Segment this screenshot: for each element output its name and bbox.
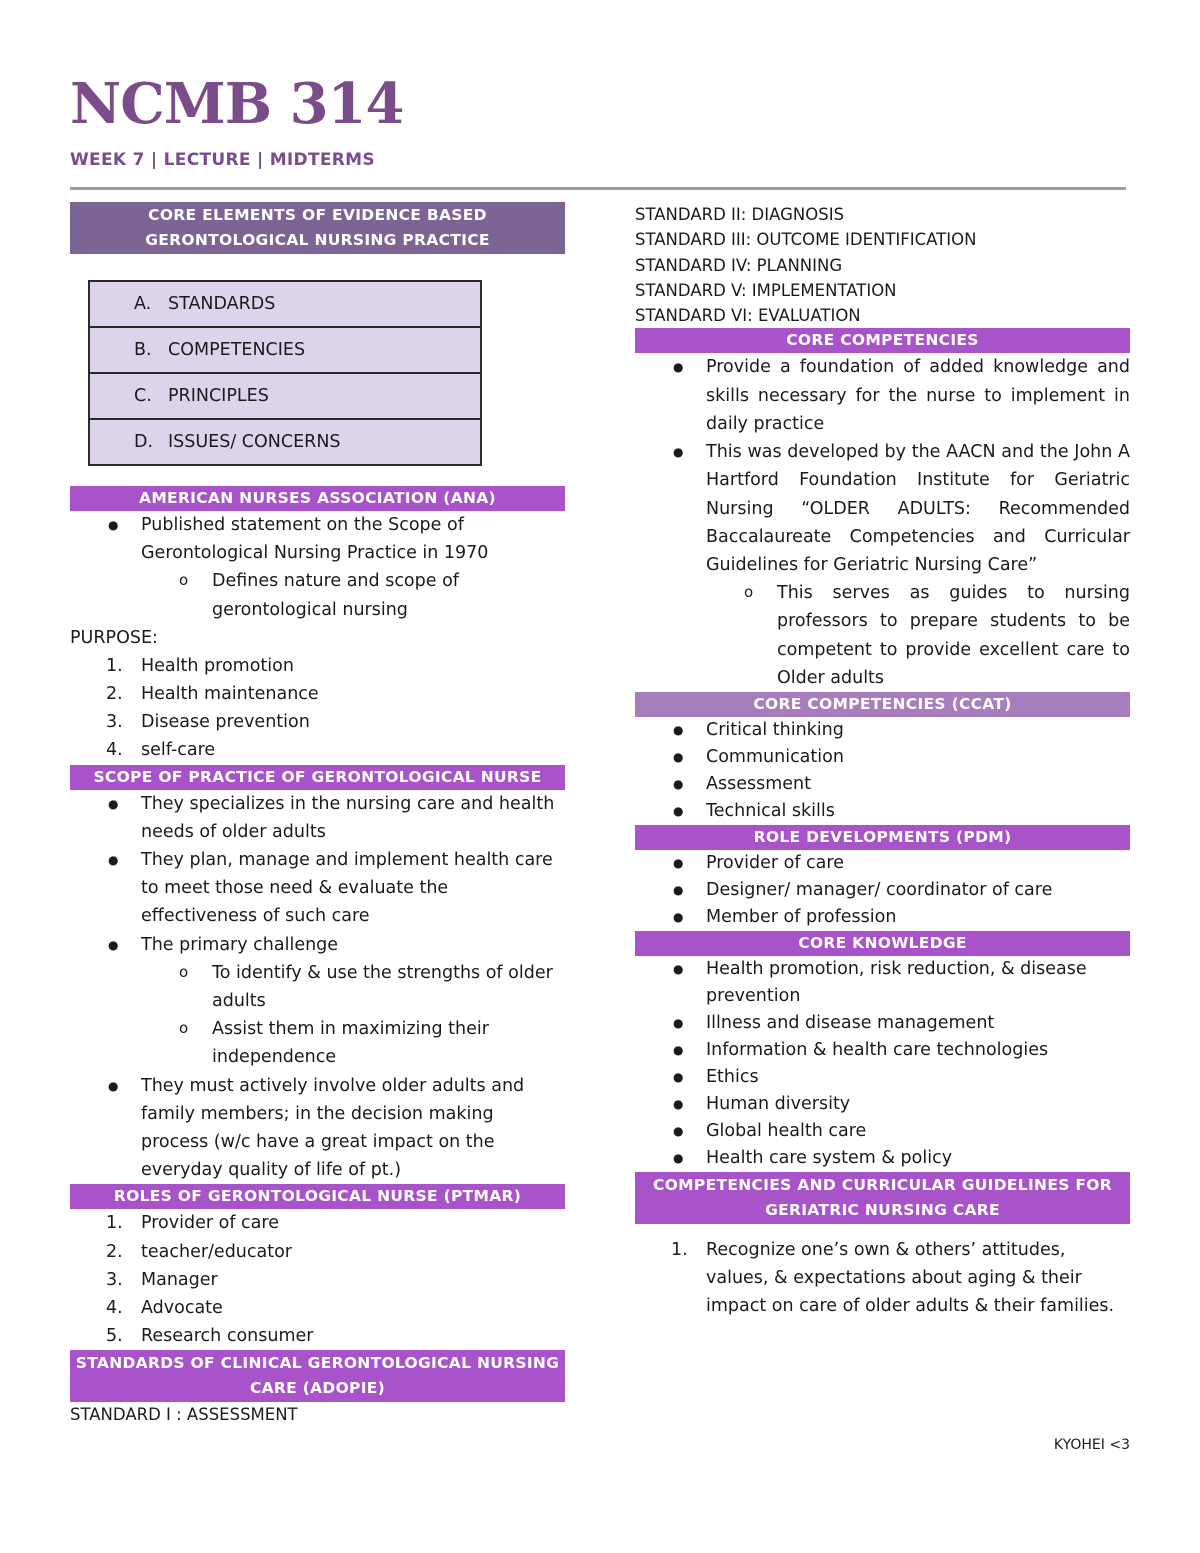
list-item: ● Provider of care — [635, 850, 1130, 877]
list-item: ● This was developed by the AACN and the John A Hartford Foundation Institute for Geriatric Nursing “OLDER ADULTS: Recommended Baccalaureate Competencies and Curricular Guidelines for Geriatric Nursing Care” o This serves as guides to nursing professors to prepare students to be competent to provide excellent care to Older adults — [635, 438, 1130, 692]
page-title: NCMB 314 — [70, 71, 404, 137]
scope-sub-list — [141, 959, 565, 1072]
core-element-item: D. ISSUES/ CONCERNS — [90, 418, 480, 464]
list-item: ● Illness and disease management — [635, 1010, 1130, 1037]
list-item: 5. Research consumer — [106, 1326, 314, 1347]
list-item: 2. Health maintenance — [106, 684, 319, 705]
roles-list — [70, 1209, 565, 1350]
page-subtitle: WEEK 7 | LECTURE | MIDTERMS — [70, 150, 375, 170]
footer-signature: KYOHEI <3 — [1053, 1437, 1130, 1453]
ccat-list — [635, 717, 1130, 825]
header-divider — [70, 187, 1126, 190]
list-item: ● Information & health care technologies — [635, 1037, 1130, 1064]
ana-list — [70, 511, 565, 624]
list-item: o Assist them in maximizing their independence — [141, 1015, 565, 1071]
standard-item: STANDARD II: DIAGNOSIS — [635, 205, 845, 224]
left-column — [70, 202, 565, 1428]
core-element-item: C. PRINCIPLES — [90, 372, 480, 418]
list-item: 4. Advocate — [106, 1298, 223, 1319]
standard-item: STANDARD IV: PLANNING — [635, 255, 843, 275]
list-item: o Defines nature and scope of gerontological nursing — [141, 567, 565, 623]
standard-item: STANDARD VI: EVALUATION — [635, 306, 861, 326]
core-elements-heading: CORE ELEMENTS OF EVIDENCE BASED GERONTOLOGICAL NURSING PRACTICE — [70, 202, 565, 254]
guidelines-list — [635, 1236, 1130, 1321]
ccat-heading: CORE COMPETENCIES (CCAT) — [635, 692, 1130, 717]
list-item: 1. Recognize one’s own & others’ attitudes, values, & expectations about aging & their impact on care of older adults & their families. — [671, 1239, 1115, 1317]
list-item: 4. self-care — [106, 740, 216, 761]
standard-item: STANDARD V: IMPLEMENTATION — [635, 280, 897, 300]
pdm-list — [635, 850, 1130, 931]
right-column — [635, 202, 1130, 1321]
list-item: ● Health care system & policy — [635, 1145, 1130, 1172]
list-item: 1. Provider of care — [106, 1213, 279, 1234]
pdm-heading: ROLE DEVELOPMENTS (PDM) — [635, 825, 1130, 850]
list-item: o This serves as guides to nursing professors to prepare students to be competent to provide excellent care to Older adults — [706, 579, 1130, 692]
list-item: ● Technical skills — [635, 798, 1130, 825]
core-competencies-heading: CORE COMPETENCIES — [635, 328, 1130, 353]
standard-item: STANDARD III: OUTCOME IDENTIFICATION — [635, 230, 977, 250]
list-item: ● Human diversity — [635, 1091, 1130, 1118]
list-item: ● Global health care — [635, 1118, 1130, 1145]
list-item: ● Ethics — [635, 1064, 1130, 1091]
list-item: ● They plan, manage and implement health care to meet those need & evaluate the effectiveness of such care — [70, 846, 565, 931]
list-item: ● Published statement on the Scope of Gerontological Nursing Practice in 1970 o Defines nature and scope of gerontological nursing — [70, 511, 565, 624]
list-item: ● Provide a foundation of added knowledge and skills necessary for the nurse to implement in daily practice — [635, 353, 1130, 438]
ana-heading: AMERICAN NURSES ASSOCIATION (ANA) — [70, 486, 565, 511]
scope-list — [70, 790, 565, 1185]
core-element-item: B. COMPETENCIES — [90, 326, 480, 372]
standard-item: STANDARD I : ASSESSMENT — [70, 1405, 298, 1425]
scope-heading: SCOPE OF PRACTICE OF GERONTOLOGICAL NURSE — [70, 765, 565, 790]
list-item: ● Member of profession — [635, 904, 1130, 931]
ana-sub-list — [141, 567, 565, 623]
list-item: ● Health promotion, risk reduction, & disease prevention — [635, 956, 1130, 1010]
list-item: o To identify & use the strengths of older adults — [141, 959, 565, 1015]
list-item: ● They must actively involve older adults and family members; in the decision making process (w/c have a great impact on the everyday quality of life of pt.) — [70, 1072, 565, 1185]
guidelines-heading: COMPETENCIES AND CURRICULAR GUIDELINES FOR GERIATRIC NURSING CARE — [635, 1172, 1130, 1224]
list-item: 3. Manager — [106, 1269, 218, 1290]
core-competencies-sub-list — [706, 579, 1130, 692]
core-element-item: A. STANDARDS — [134, 294, 276, 314]
list-item: ● The primary challenge o To identify & use the strengths of older adults o Assist them in maximizing their independence — [70, 931, 565, 1072]
core-elements-box — [88, 280, 482, 466]
list-item: ● Critical thinking — [635, 717, 1130, 744]
roles-heading: ROLES OF GERONTOLOGICAL NURSE (PTMAR) — [70, 1184, 565, 1209]
list-item: ● Designer/ manager/ coordinator of care — [635, 877, 1130, 904]
purpose-label: PURPOSE: — [70, 627, 158, 648]
list-item: 1. Health promotion — [106, 655, 294, 676]
list-item: 3. Disease prevention — [106, 712, 310, 733]
list-item: ● Assessment — [635, 771, 1130, 798]
list-item: 2. teacher/educator — [106, 1241, 292, 1262]
list-item: ● They specializes in the nursing care and health needs of older adults — [70, 790, 565, 846]
core-competencies-list — [635, 353, 1130, 691]
purpose-list — [70, 652, 565, 765]
core-knowledge-list — [635, 956, 1130, 1172]
standards-heading: STANDARDS OF CLINICAL GERONTOLOGICAL NURSING CARE (ADOPIE) — [70, 1350, 565, 1402]
core-knowledge-heading: CORE KNOWLEDGE — [635, 931, 1130, 956]
list-item: ● Communication — [635, 744, 1130, 771]
